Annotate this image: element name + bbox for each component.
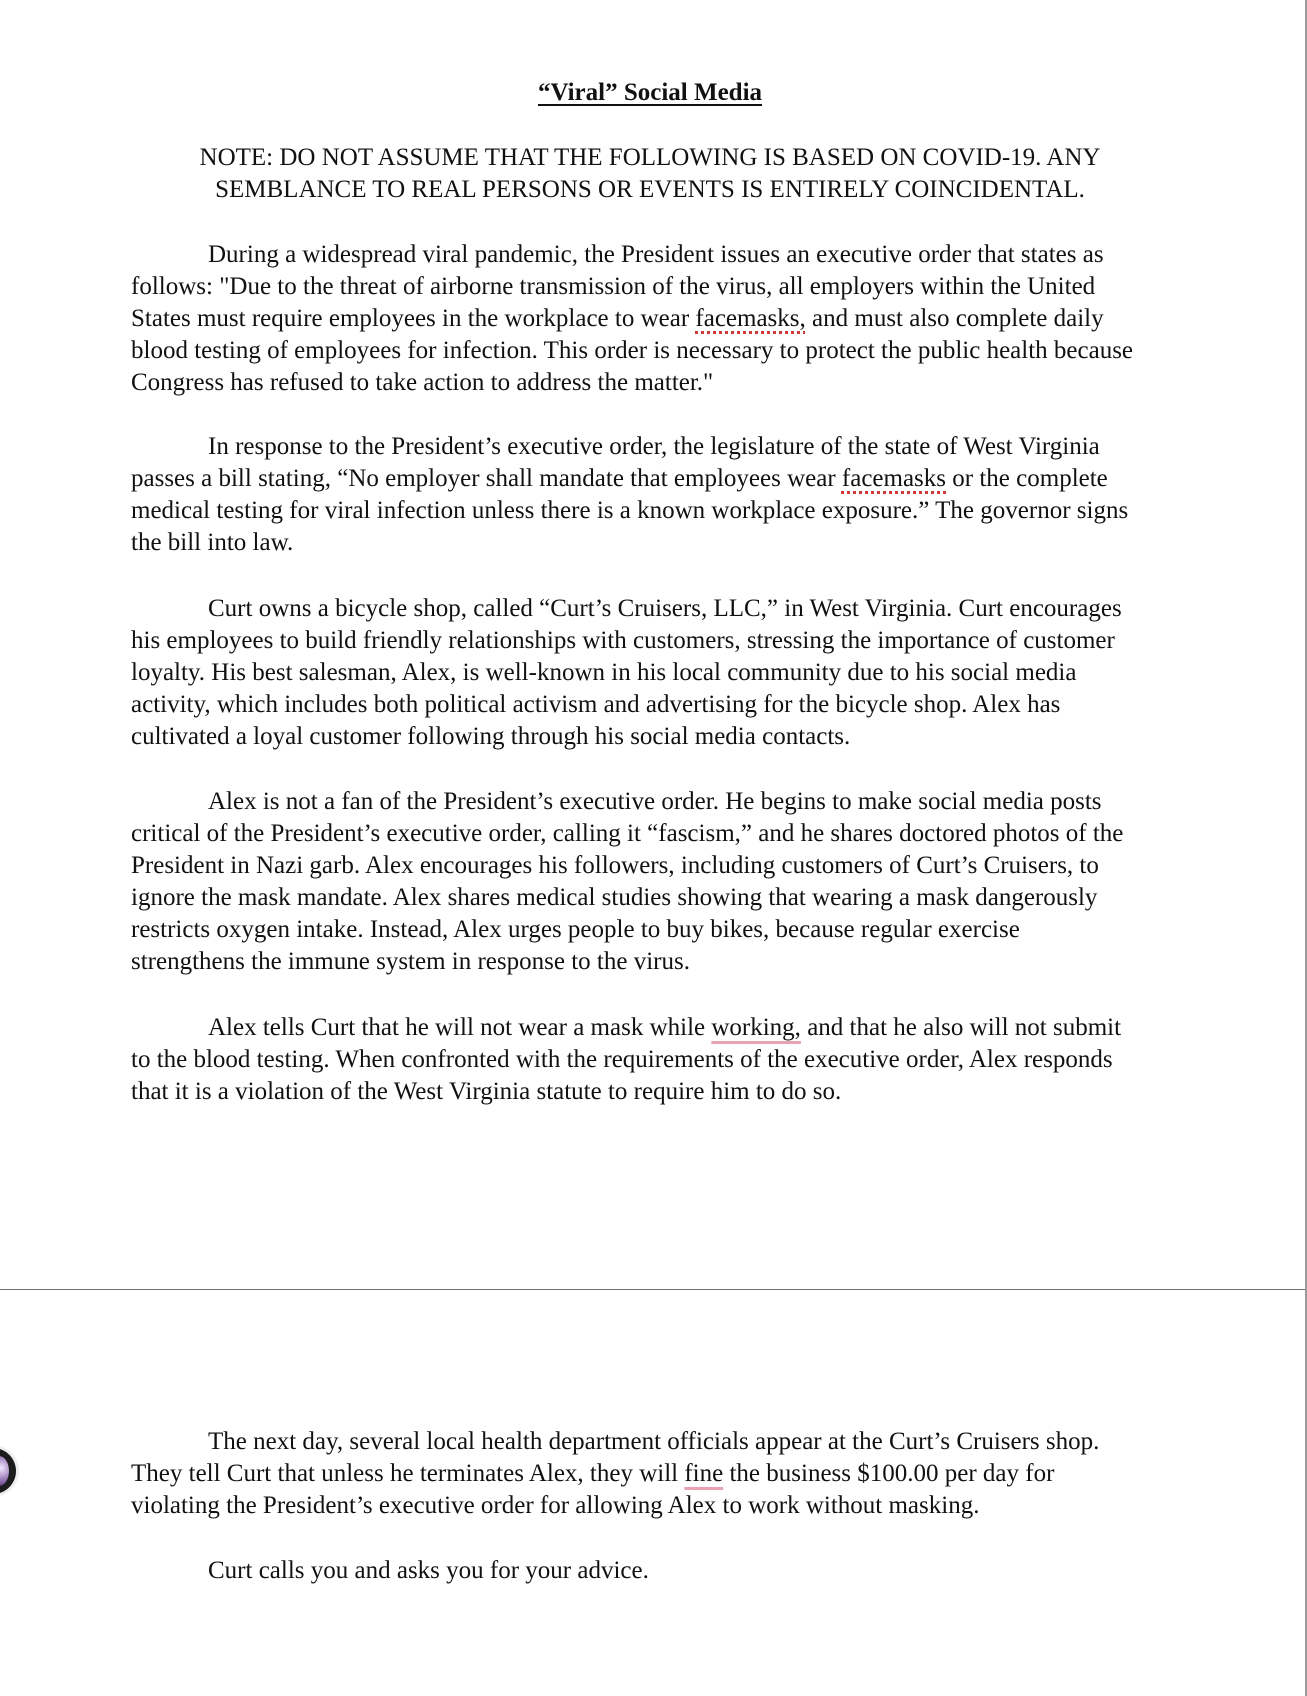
paragraph-5 [131,1012,1171,1108]
paragraph-line: activity, which includes both political activism and advertising for the bicycle shop. Alex has [131,691,1061,718]
paragraph-line: President in Nazi garb. Alex encourages his followers, including customers of Curt’s Cruisers, to [131,852,1099,879]
paragraph-line: that it is a violation of the West Virginia statute to require him to do so. [131,1078,842,1105]
note-line-1: NOTE: DO NOT ASSUME THAT THE FOLLOWING IS BASED ON COVID-19. ANY [199,144,1101,171]
paragraph-4 [131,786,1171,978]
title-text: “Viral” Social Media [537,79,763,106]
paragraph-line [131,463,1171,495]
paragraph-line: the bill into law. [131,529,294,556]
paragraph-line: violating the President’s executive order for allowing Alex to work without masking. [131,1492,980,1519]
text-fragment: They tell Curt that unless he terminates Alex, they will [131,1460,685,1487]
paragraph-line: his employees to build friendly relationships with customers, stressing the importance of customer [131,627,1115,654]
text-fragment: passes a bill stating, “No employer shall mandate that employees wear [131,465,842,492]
paragraph-line: restricts oxygen intake. Instead, Alex urges people to buy bikes, because regular exercise [131,916,1020,943]
paragraph-line: cultivated a loyal customer following through his social media contacts. [131,723,851,750]
paragraph-line: Curt owns a bicycle shop, called “Curt’s Cruisers, LLC,” in West Virginia. Curt encourages [208,595,1122,622]
paragraph-line: follows: "Due to the threat of airborne transmission of the virus, all employers within the United [131,273,1096,300]
grammar-flagged-word[interactable]: fine [684,1460,724,1487]
paragraph-line: Alex is not a fan of the President’s executive order. He begins to make social media posts [208,788,1102,815]
paragraph-line: ignore the mask mandate. Alex shares medical studies showing that wearing a mask dangerously [131,884,1098,911]
paragraph-line: In response to the President’s executive order, the legislature of the state of West Virginia [208,433,1100,460]
paragraph-7 [131,1555,1171,1587]
paragraph-line: Congress has refused to take action to address the matter." [131,369,714,396]
text-fragment: the business $100.00 per day for [723,1460,1055,1487]
grammar-flagged-word[interactable]: working, [711,1014,801,1041]
paragraph-line: During a widespread viral pandemic, the President issues an executive order that states as [208,241,1104,268]
text-fragment: and that he also will not submit [800,1014,1122,1041]
text-fragment: States must require employees in the workplace to wear [131,305,696,332]
disclaimer-note [160,142,1140,206]
document-title [0,77,1300,109]
paragraph-line: to the blood testing. When confronted with the requirements of the executive order, Alex responds [131,1046,1113,1073]
floating-avatar-icon[interactable] [0,1448,16,1494]
paragraph-line: strengthens the immune system in response to the virus. [131,948,690,975]
paragraph-1 [131,239,1171,399]
paragraph-line: critical of the President’s executive order, calling it “fascism,” and he shares doctored photos of the [131,820,1124,847]
paragraph-3 [131,593,1171,753]
paragraph-line: Curt calls you and asks you for your advice. [208,1557,649,1584]
text-fragment: and must also complete daily [805,305,1104,332]
spelling-flagged-word[interactable]: facemasks, [695,305,806,332]
note-line-2: SEMBLANCE TO REAL PERSONS OR EVENTS IS ENTIRELY COINCIDENTAL. [215,176,1085,203]
paragraph-line: loyalty. His best salesman, Alex, is well-known in his local community due to his social media [131,659,1077,686]
text-fragment: or the complete [946,465,1108,492]
paragraph-line [131,303,1171,335]
paragraph-line: The next day, several local health department officials appear at the Curt’s Cruisers shop. [208,1428,1100,1455]
paragraph-2 [131,431,1171,559]
paragraph-line: medical testing for viral infection unless there is a known workplace exposure.” The governor signs [131,497,1129,524]
paragraph-line: blood testing of employees for infection. This order is necessary to protect the public health because [131,337,1134,364]
paragraph-line [131,1012,1171,1044]
paragraph-line [131,1458,1171,1490]
page-break-divider [0,1289,1305,1290]
spelling-flagged-word[interactable]: facemasks [841,465,947,492]
paragraph-6 [131,1426,1171,1522]
text-fragment: Alex tells Curt that he will not wear a mask while [208,1014,712,1041]
